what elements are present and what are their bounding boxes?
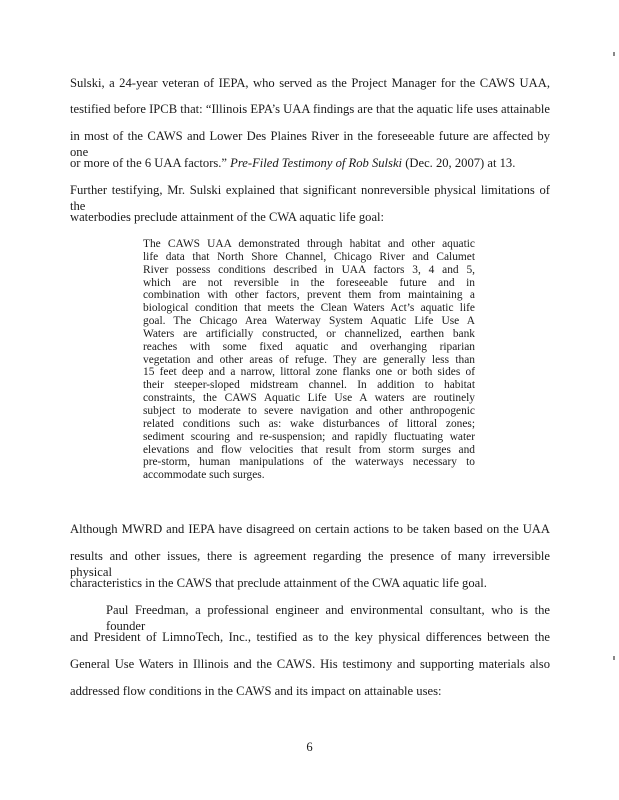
freedman-line-1: Paul Freedman, a professional engineer and environmental consultant, who is the founder xyxy=(106,603,550,633)
scan-mark xyxy=(613,52,615,56)
citation-title: Pre-Filed Testimony of Rob Sulski xyxy=(230,156,403,170)
quote-line: constraints, the CAWS Aquatic Life Use A waters are routinely xyxy=(143,392,475,405)
page-number: 6 xyxy=(306,740,313,754)
quote-line: elevations and flow velocities that result from storm surges and xyxy=(143,443,475,456)
body-line-after-3: characteristics in the CAWS that preclude attainment of the CWA aquatic life goal. xyxy=(70,576,487,590)
quote-line: accommodate such surges. xyxy=(143,469,265,482)
quote-line: reaches with some fixed aquatic and overhanging riparian xyxy=(143,340,475,353)
quote-line: 15 feet deep and a narrow, littoral zone flanks one or both sides of xyxy=(143,366,475,379)
quote-line: their steeper-sloped midstream channel. In addition to habitat xyxy=(143,379,475,392)
quote-line: subject to moderate to severe navigation and other anthropogenic xyxy=(143,404,475,417)
quote-line: vegetation and other areas of refuge. They are generally less than xyxy=(143,353,475,366)
freedman-line-3: General Use Waters in Illinois and the CAWS. His testimony and supporting materials also xyxy=(70,657,550,671)
quote-line: sediment scouring and re-suspension; and rapidly fluctuating water xyxy=(143,430,475,443)
body-line-3: in most of the CAWS and Lower Des Plaines River in the foreseeable future are affected by one xyxy=(70,129,550,159)
body-line-after-1: Although MWRD and IEPA have disagreed on certain actions to be taken based on the UAA xyxy=(70,522,550,536)
body-line-4-text: or more of the 6 UAA factors.” xyxy=(70,156,231,170)
quote-line: Waters are artificially constructed, or channelized, earthen bank xyxy=(143,327,475,340)
body-line-2: testified before IPCB that: “Illinois EPA’s UAA findings are that the aquatic life uses attainable xyxy=(70,102,550,116)
quote-line: life data that North Shore Channel, Chicago River and Calumet xyxy=(143,250,475,263)
quote-line: related conditions such as: wake disturbances of littoral zones; xyxy=(143,417,475,430)
quote-line: goal. The Chicago Area Waterway System Aquatic Life Use A xyxy=(143,315,475,328)
citation-rest: (Dec. 20, 2007) at 13. xyxy=(402,156,516,170)
quote-line: pre-storm, human manipulations of the waterways necessary to xyxy=(143,456,475,469)
quote-line: which are not reversible in the foreseeable future and in xyxy=(143,276,475,289)
quote-line: combination with other factors, prevent them from maintaining a xyxy=(143,289,475,302)
quote-line: River possess conditions described in UAA factors 3, 4 and 5, xyxy=(143,263,475,276)
body-line-1: Sulski, a 24-year veteran of IEPA, who served as the Project Manager for the CAWS UAA, xyxy=(70,76,550,90)
body-line-5: Further testifying, Mr. Sulski explained that significant nonreversible physical limitations of the xyxy=(70,183,550,213)
body-line-6: waterbodies preclude attainment of the CWA aquatic life goal: xyxy=(70,210,385,224)
block-quote xyxy=(143,238,475,482)
freedman-line-2: and President of LimnoTech, Inc., testified as to the key physical differences between the xyxy=(70,630,550,644)
quote-line: The CAWS UAA demonstrated through habitat and other aquatic xyxy=(143,238,475,250)
scan-mark xyxy=(613,656,615,660)
body-line-4 xyxy=(70,155,550,171)
freedman-line-4: addressed flow conditions in the CAWS and its impact on attainable uses: xyxy=(70,684,442,698)
quote-line: biological condition that meets the Clean Waters Act’s aquatic life xyxy=(143,302,475,315)
body-line-after-2: results and other issues, there is agreement regarding the presence of many irreversible physical xyxy=(70,549,550,579)
